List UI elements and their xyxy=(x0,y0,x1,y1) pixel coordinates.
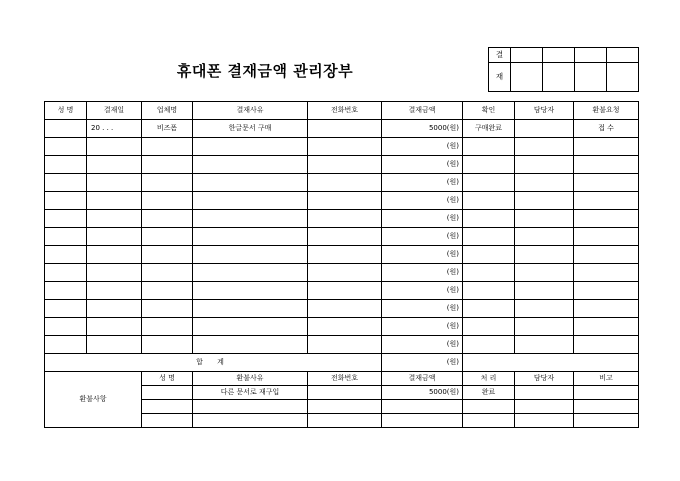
cell-confirm[interactable] xyxy=(463,282,515,300)
cell-company[interactable] xyxy=(142,210,193,228)
cell-amount[interactable]: (원) xyxy=(382,300,463,318)
cell-phone[interactable] xyxy=(308,192,382,210)
cell-manager[interactable] xyxy=(515,300,574,318)
cell-amount[interactable]: (원) xyxy=(382,174,463,192)
table-row xyxy=(45,282,639,300)
approval-cell[interactable] xyxy=(607,48,639,63)
cell-confirm[interactable] xyxy=(463,246,515,264)
cell-amount[interactable]: 5000(원) xyxy=(382,120,463,138)
cell-company[interactable] xyxy=(142,192,193,210)
approval-label-top: 결 xyxy=(489,48,511,63)
cell-refund-request[interactable] xyxy=(574,336,639,354)
cell-amount[interactable]: (원) xyxy=(382,156,463,174)
cell-amount[interactable]: (원) xyxy=(382,192,463,210)
cell-company[interactable] xyxy=(142,336,193,354)
cell-phone[interactable] xyxy=(308,120,382,138)
cell-amount[interactable]: (원) xyxy=(382,138,463,156)
cell-confirm[interactable] xyxy=(463,300,515,318)
table-row xyxy=(45,120,639,138)
header-phone: 전화번호 xyxy=(308,102,382,120)
header-name: 성 명 xyxy=(45,102,87,120)
cell-manager[interactable] xyxy=(515,228,574,246)
approval-sign-cell[interactable] xyxy=(543,63,575,92)
total-amount[interactable]: (원) xyxy=(382,354,463,372)
refund-cell-phone[interactable] xyxy=(308,414,382,428)
cell-company[interactable] xyxy=(142,174,193,192)
cell-date[interactable] xyxy=(87,192,142,210)
page-title: 휴대폰 결재금액 관리장부 xyxy=(176,62,354,80)
cell-phone[interactable] xyxy=(308,282,382,300)
cell-manager[interactable] xyxy=(515,120,574,138)
cell-name[interactable] xyxy=(45,156,87,174)
refund-cell-reason[interactable] xyxy=(193,400,308,414)
refund-cell-name[interactable] xyxy=(142,386,193,400)
header-confirm: 확인 xyxy=(463,102,515,120)
cell-phone[interactable] xyxy=(308,174,382,192)
cell-amount[interactable]: (원) xyxy=(382,228,463,246)
approval-cell[interactable] xyxy=(543,48,575,63)
cell-manager[interactable] xyxy=(515,174,574,192)
refund-cell-status[interactable] xyxy=(463,414,515,428)
cell-company[interactable] xyxy=(142,138,193,156)
cell-company[interactable] xyxy=(142,300,193,318)
cell-reason[interactable] xyxy=(193,318,308,336)
cell-amount[interactable]: (원) xyxy=(382,336,463,354)
refund-header-manager: 담당자 xyxy=(515,372,574,386)
cell-company[interactable] xyxy=(142,246,193,264)
cell-amount[interactable]: (원) xyxy=(382,318,463,336)
cell-name[interactable] xyxy=(45,192,87,210)
cell-reason[interactable] xyxy=(193,336,308,354)
approval-sign-cell[interactable] xyxy=(511,63,543,92)
cell-name[interactable] xyxy=(45,228,87,246)
cell-reason[interactable]: 한글문서 구매 xyxy=(193,120,308,138)
cell-confirm[interactable] xyxy=(463,210,515,228)
cell-phone[interactable] xyxy=(308,336,382,354)
approval-sign-cell[interactable] xyxy=(575,63,607,92)
cell-company[interactable] xyxy=(142,156,193,174)
cell-confirm[interactable] xyxy=(463,228,515,246)
cell-refund-request[interactable] xyxy=(574,210,639,228)
cell-date[interactable]: 20 . . . xyxy=(87,120,142,138)
cell-name[interactable] xyxy=(45,300,87,318)
refund-cell-amount[interactable]: 5000(원) xyxy=(382,386,463,400)
refund-cell-amount[interactable] xyxy=(382,414,463,428)
cell-name[interactable] xyxy=(45,174,87,192)
approval-sign-cell[interactable] xyxy=(607,63,639,92)
cell-manager[interactable] xyxy=(515,246,574,264)
cell-reason[interactable] xyxy=(193,192,308,210)
cell-confirm[interactable] xyxy=(463,318,515,336)
table-row xyxy=(45,336,639,354)
cell-manager[interactable] xyxy=(515,138,574,156)
cell-phone[interactable] xyxy=(308,246,382,264)
table-row xyxy=(45,246,639,264)
cell-refund-request[interactable] xyxy=(574,156,639,174)
cell-date[interactable] xyxy=(87,336,142,354)
cell-confirm[interactable] xyxy=(463,192,515,210)
refund-header-status: 처 리 xyxy=(463,372,515,386)
refund-cell-status[interactable]: 완료 xyxy=(463,386,515,400)
cell-manager[interactable] xyxy=(515,210,574,228)
cell-name[interactable] xyxy=(45,138,87,156)
cell-date[interactable] xyxy=(87,282,142,300)
cell-refund-request[interactable] xyxy=(574,228,639,246)
table-row xyxy=(45,192,639,210)
cell-refund-request[interactable] xyxy=(574,282,639,300)
header-amount: 결재금액 xyxy=(382,102,463,120)
cell-date[interactable] xyxy=(87,174,142,192)
header-manager: 담당자 xyxy=(515,102,574,120)
cell-date[interactable] xyxy=(87,210,142,228)
refund-section-label: 환불사항 xyxy=(45,372,142,428)
refund-cell-phone[interactable] xyxy=(308,400,382,414)
refund-cell-manager[interactable] xyxy=(515,386,574,400)
cell-confirm[interactable] xyxy=(463,156,515,174)
cell-manager[interactable] xyxy=(515,282,574,300)
cell-manager[interactable] xyxy=(515,336,574,354)
cell-phone[interactable] xyxy=(308,300,382,318)
refund-cell-phone[interactable] xyxy=(308,386,382,400)
cell-date[interactable] xyxy=(87,300,142,318)
ledger-table xyxy=(44,101,639,428)
cell-reason[interactable] xyxy=(193,264,308,282)
refund-cell-name[interactable] xyxy=(142,414,193,428)
table-row xyxy=(45,174,639,192)
refund-header-amount: 결재금액 xyxy=(382,372,463,386)
cell-refund-request[interactable] xyxy=(574,246,639,264)
cell-confirm[interactable] xyxy=(463,336,515,354)
cell-date[interactable] xyxy=(87,246,142,264)
cell-manager[interactable] xyxy=(515,318,574,336)
refund-cell-amount[interactable] xyxy=(382,400,463,414)
table-row xyxy=(45,300,639,318)
approval-label-bottom: 재 xyxy=(489,63,511,92)
refund-cell-note[interactable] xyxy=(574,400,639,414)
cell-name[interactable] xyxy=(45,264,87,282)
header-reason: 결재사유 xyxy=(193,102,308,120)
header-date: 결재일 xyxy=(87,102,142,120)
cell-phone[interactable] xyxy=(308,210,382,228)
cell-refund-request[interactable] xyxy=(574,264,639,282)
approval-cell[interactable] xyxy=(511,48,543,63)
refund-header-reason: 환불사유 xyxy=(193,372,308,386)
cell-manager[interactable] xyxy=(515,156,574,174)
cell-refund-request[interactable]: 접 수 xyxy=(574,120,639,138)
cell-company[interactable] xyxy=(142,282,193,300)
cell-reason[interactable] xyxy=(193,138,308,156)
cell-amount[interactable]: (원) xyxy=(382,282,463,300)
refund-cell-manager[interactable] xyxy=(515,400,574,414)
cell-phone[interactable] xyxy=(308,156,382,174)
table-row xyxy=(45,156,639,174)
total-row xyxy=(45,354,639,372)
refund-cell-note[interactable] xyxy=(574,414,639,428)
cell-company[interactable] xyxy=(142,264,193,282)
header-row xyxy=(45,102,639,120)
cell-date[interactable] xyxy=(87,264,142,282)
header-refund-request: 환불요청 xyxy=(574,102,639,120)
cell-date[interactable] xyxy=(87,318,142,336)
approval-cell[interactable] xyxy=(575,48,607,63)
cell-amount[interactable]: (원) xyxy=(382,264,463,282)
table-row xyxy=(45,318,639,336)
cell-confirm[interactable]: 구매완료 xyxy=(463,120,515,138)
table-row xyxy=(45,138,639,156)
cell-name[interactable] xyxy=(45,246,87,264)
cell-refund-request[interactable] xyxy=(574,300,639,318)
refund-header-name: 성 명 xyxy=(142,372,193,386)
cell-manager[interactable] xyxy=(515,264,574,282)
cell-name[interactable] xyxy=(45,318,87,336)
cell-phone[interactable] xyxy=(308,138,382,156)
refund-cell-reason[interactable]: 다른 문서로 재구입 xyxy=(193,386,308,400)
total-label: 합 계 xyxy=(45,354,382,372)
refund-cell-name[interactable] xyxy=(142,400,193,414)
cell-date[interactable] xyxy=(87,156,142,174)
cell-confirm[interactable] xyxy=(463,174,515,192)
cell-reason[interactable] xyxy=(193,174,308,192)
total-empty xyxy=(463,354,639,372)
cell-name[interactable] xyxy=(45,210,87,228)
cell-reason[interactable] xyxy=(193,300,308,318)
refund-cell-reason[interactable] xyxy=(193,414,308,428)
cell-reason[interactable] xyxy=(193,282,308,300)
cell-date[interactable] xyxy=(87,228,142,246)
table-row xyxy=(45,210,639,228)
refund-header-phone: 전화번호 xyxy=(308,372,382,386)
header-company: 업체명 xyxy=(142,102,193,120)
cell-name[interactable] xyxy=(45,336,87,354)
cell-amount[interactable]: (원) xyxy=(382,246,463,264)
cell-company[interactable] xyxy=(142,318,193,336)
cell-company[interactable] xyxy=(142,228,193,246)
cell-refund-request[interactable] xyxy=(574,318,639,336)
cell-date[interactable] xyxy=(87,138,142,156)
cell-phone[interactable] xyxy=(308,228,382,246)
refund-cell-note[interactable] xyxy=(574,386,639,400)
cell-reason[interactable] xyxy=(193,246,308,264)
cell-refund-request[interactable] xyxy=(574,174,639,192)
cell-name[interactable] xyxy=(45,282,87,300)
refund-header-row xyxy=(45,372,639,386)
cell-amount[interactable]: (원) xyxy=(382,210,463,228)
table-row xyxy=(45,228,639,246)
table-row xyxy=(45,264,639,282)
refund-cell-status[interactable] xyxy=(463,400,515,414)
refund-header-note: 비고 xyxy=(574,372,639,386)
cell-refund-request[interactable] xyxy=(574,192,639,210)
cell-reason[interactable] xyxy=(193,228,308,246)
cell-phone[interactable] xyxy=(308,264,382,282)
approval-box xyxy=(488,47,639,92)
cell-confirm[interactable] xyxy=(463,264,515,282)
cell-phone[interactable] xyxy=(308,318,382,336)
cell-reason[interactable] xyxy=(193,156,308,174)
cell-confirm[interactable] xyxy=(463,138,515,156)
cell-reason[interactable] xyxy=(193,210,308,228)
refund-cell-manager[interactable] xyxy=(515,414,574,428)
cell-name[interactable] xyxy=(45,120,87,138)
cell-refund-request[interactable] xyxy=(574,138,639,156)
cell-manager[interactable] xyxy=(515,192,574,210)
cell-company[interactable]: 비즈폼 xyxy=(142,120,193,138)
